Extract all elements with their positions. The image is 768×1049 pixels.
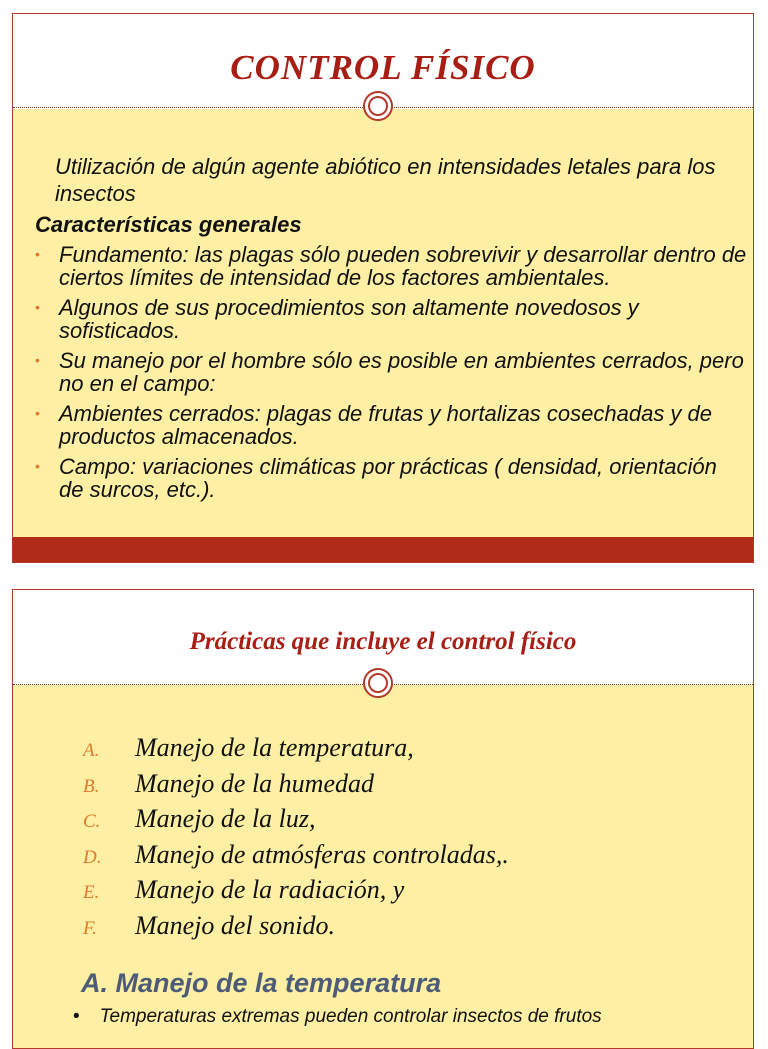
list-item xyxy=(83,872,509,908)
slide-title: CONTROL FÍSICO xyxy=(230,48,536,87)
list-item xyxy=(83,837,509,873)
list-item-text: Ambientes cerrados: plagas de frutas y hortalizas cosechadas y de productos almacenados. xyxy=(59,401,713,449)
list-item xyxy=(35,455,747,501)
list-item-text: Algunos de sus procedimientos son altamente novedosos y sofisticados. xyxy=(59,295,639,343)
partial-bullet xyxy=(73,1006,602,1028)
list-marker: A. xyxy=(83,740,100,761)
circle-ornament-icon xyxy=(363,91,393,121)
list-item-text: Fundamento: las plagas sólo pueden sobrevivir y desarrollar dentro de ciertos límites de intensidad de los factores ambientales. xyxy=(59,242,747,290)
list-item xyxy=(83,801,509,837)
subheading: Características generales xyxy=(35,212,302,237)
bullet-dot-icon: • xyxy=(35,299,40,315)
practices-list xyxy=(83,730,509,943)
list-marker: E. xyxy=(83,882,100,903)
slide-control-fisico xyxy=(12,13,754,563)
intro-text: Utilización de algún agente abiótico en intensidades letales para los insectos xyxy=(55,154,716,206)
section-heading: A. Manejo de la temperatura xyxy=(81,968,442,998)
bullet-dot-icon: • xyxy=(35,458,40,474)
partial-bullet-text: Temperaturas extremas pueden controlar insectos de frutos xyxy=(99,1006,602,1027)
list-item xyxy=(83,908,509,944)
list-item-text: Manejo de la temperatura, xyxy=(135,733,414,762)
list-item-text: Manejo del sonido. xyxy=(135,910,336,940)
list-item-text: Manejo de atmósferas controladas,. xyxy=(135,839,509,869)
list-item xyxy=(83,766,509,802)
list-marker: F. xyxy=(83,917,97,939)
circle-ornament-icon xyxy=(363,668,393,698)
list-item xyxy=(35,296,747,342)
list-item-text: Manejo de la radiación, y xyxy=(135,875,405,904)
list-item xyxy=(35,402,747,448)
bullet-dot-icon: • xyxy=(73,1006,80,1027)
slide-practicas xyxy=(12,589,754,1049)
footer-band xyxy=(13,537,753,563)
list-item xyxy=(35,243,747,289)
list-item-text: Campo: variaciones climáticas por prácticas ( densidad, orientación de surcos, etc.). xyxy=(59,454,717,502)
list-item xyxy=(83,730,509,766)
bullet-dot-icon: • xyxy=(35,405,40,421)
list-item-text: Su manejo por el hombre sólo es posible en ambientes cerrados, pero no en el campo: xyxy=(59,348,744,396)
bullet-list xyxy=(35,243,747,508)
list-marker: D. xyxy=(83,846,102,868)
list-item-text: Manejo de la luz, xyxy=(135,804,316,833)
list-item xyxy=(35,349,747,395)
list-marker: B. xyxy=(83,775,100,797)
bullet-dot-icon: • xyxy=(35,246,40,262)
list-item-text: Manejo de la humedad xyxy=(135,768,375,798)
bullet-dot-icon: • xyxy=(35,352,40,368)
list-marker: C. xyxy=(83,811,101,832)
slide-title: Prácticas que incluye el control físico xyxy=(189,628,577,655)
